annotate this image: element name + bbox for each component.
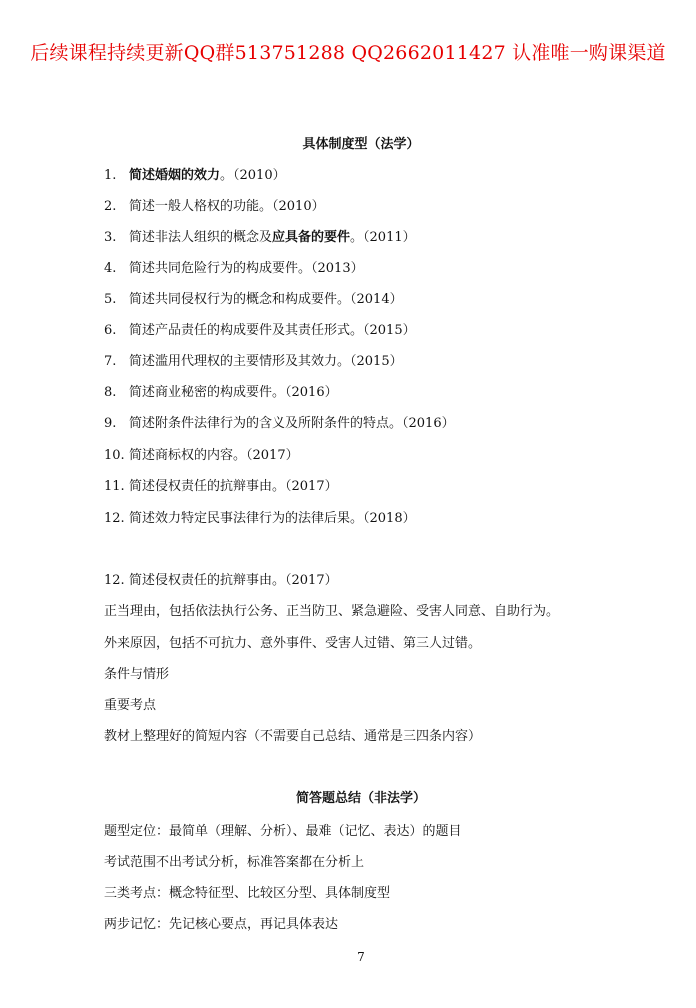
list-item [104, 226, 416, 245]
list-item [104, 195, 325, 214]
item-number: 10. [104, 448, 125, 463]
item-text: 简述产品责任的构成要件及其责任形式。（2015） [129, 323, 416, 338]
answer-heading [104, 569, 338, 588]
answer-line: 条件与情形 [104, 667, 170, 682]
item-bold-text: 简述婚姻的效力 [129, 168, 221, 183]
item-text: 。（2011） [350, 230, 416, 245]
section-title-law: 具体制度型（法学） [302, 137, 420, 152]
item-text: 简述效力特定民事法律行为的法律后果。（2018） [129, 511, 416, 526]
summary-line: 三类考点：概念特征型、比较区分型、具体制度型 [104, 886, 391, 901]
item-number: 5. [104, 292, 117, 307]
answer-line: 教材上整理好的简短内容（不需要自己总结、通常是三四条内容） [104, 729, 482, 744]
item-number: 11. [104, 479, 125, 494]
item-number: 4. [104, 261, 117, 276]
list-item [104, 507, 416, 526]
item-text: 简述共同侵权行为的概念和构成要件。（2014） [129, 292, 403, 307]
item-text: 简述侵权责任的抗辩事由。（2017） [129, 573, 338, 588]
item-number: 12. [104, 573, 125, 588]
list-item [104, 444, 299, 463]
list-item [104, 257, 364, 276]
item-text: 简述非法人组织的概念及 [129, 230, 273, 245]
item-text: 简述一般人格权的功能。（2010） [129, 199, 325, 214]
answer-line: 正当理由，包括依法执行公务、正当防卫、紧急避险、受害人同意、自助行为。 [104, 604, 560, 619]
list-item [104, 164, 286, 183]
page-number: 7 [357, 950, 365, 964]
item-bold-text: 应具备的要件 [272, 230, 351, 245]
item-text: 简述商标权的内容。（2017） [129, 448, 299, 463]
item-text: 简述侵权责任的抗辩事由。（2017） [129, 479, 338, 494]
item-text: 。（2010） [220, 168, 286, 183]
list-item [104, 288, 403, 307]
item-number: 9. [104, 416, 117, 431]
list-item [104, 381, 338, 400]
item-number: 2. [104, 199, 117, 214]
summary-line: 考试范围不出考试分析，标准答案都在分析上 [104, 855, 365, 870]
list-item [104, 412, 455, 431]
item-number: 8. [104, 385, 117, 400]
item-number: 7. [104, 354, 117, 369]
item-text: 简述滥用代理权的主要情形及其效力。（2015） [129, 354, 403, 369]
item-number: 12. [104, 511, 125, 526]
list-item [104, 319, 416, 338]
section-title-nonlaw: 简答题总结（非法学） [295, 791, 426, 806]
answer-line: 重要考点 [104, 698, 157, 713]
item-number: 6. [104, 323, 117, 338]
answer-line: 外来原因，包括不可抗力、意外事件、受害人过错、第三人过错。 [104, 636, 482, 651]
summary-line: 两步记忆：先记核心要点，再记具体表达 [104, 917, 339, 932]
item-number: 3. [104, 230, 117, 245]
list-item [104, 350, 403, 369]
promo-banner: 后续课程持续更新QQ群513751288 QQ2662011427 认准唯一购课渠道 [30, 42, 666, 64]
item-number: 1. [104, 168, 117, 183]
item-text: 简述共同危险行为的构成要件。（2013） [129, 261, 364, 276]
item-text: 简述附条件法律行为的含义及所附条件的特点。（2016） [129, 416, 455, 431]
summary-line: 题型定位：最简单（理解、分析）、最难（记忆、表达）的题目 [104, 824, 462, 839]
list-item [104, 475, 338, 494]
item-text: 简述商业秘密的构成要件。（2016） [129, 385, 338, 400]
